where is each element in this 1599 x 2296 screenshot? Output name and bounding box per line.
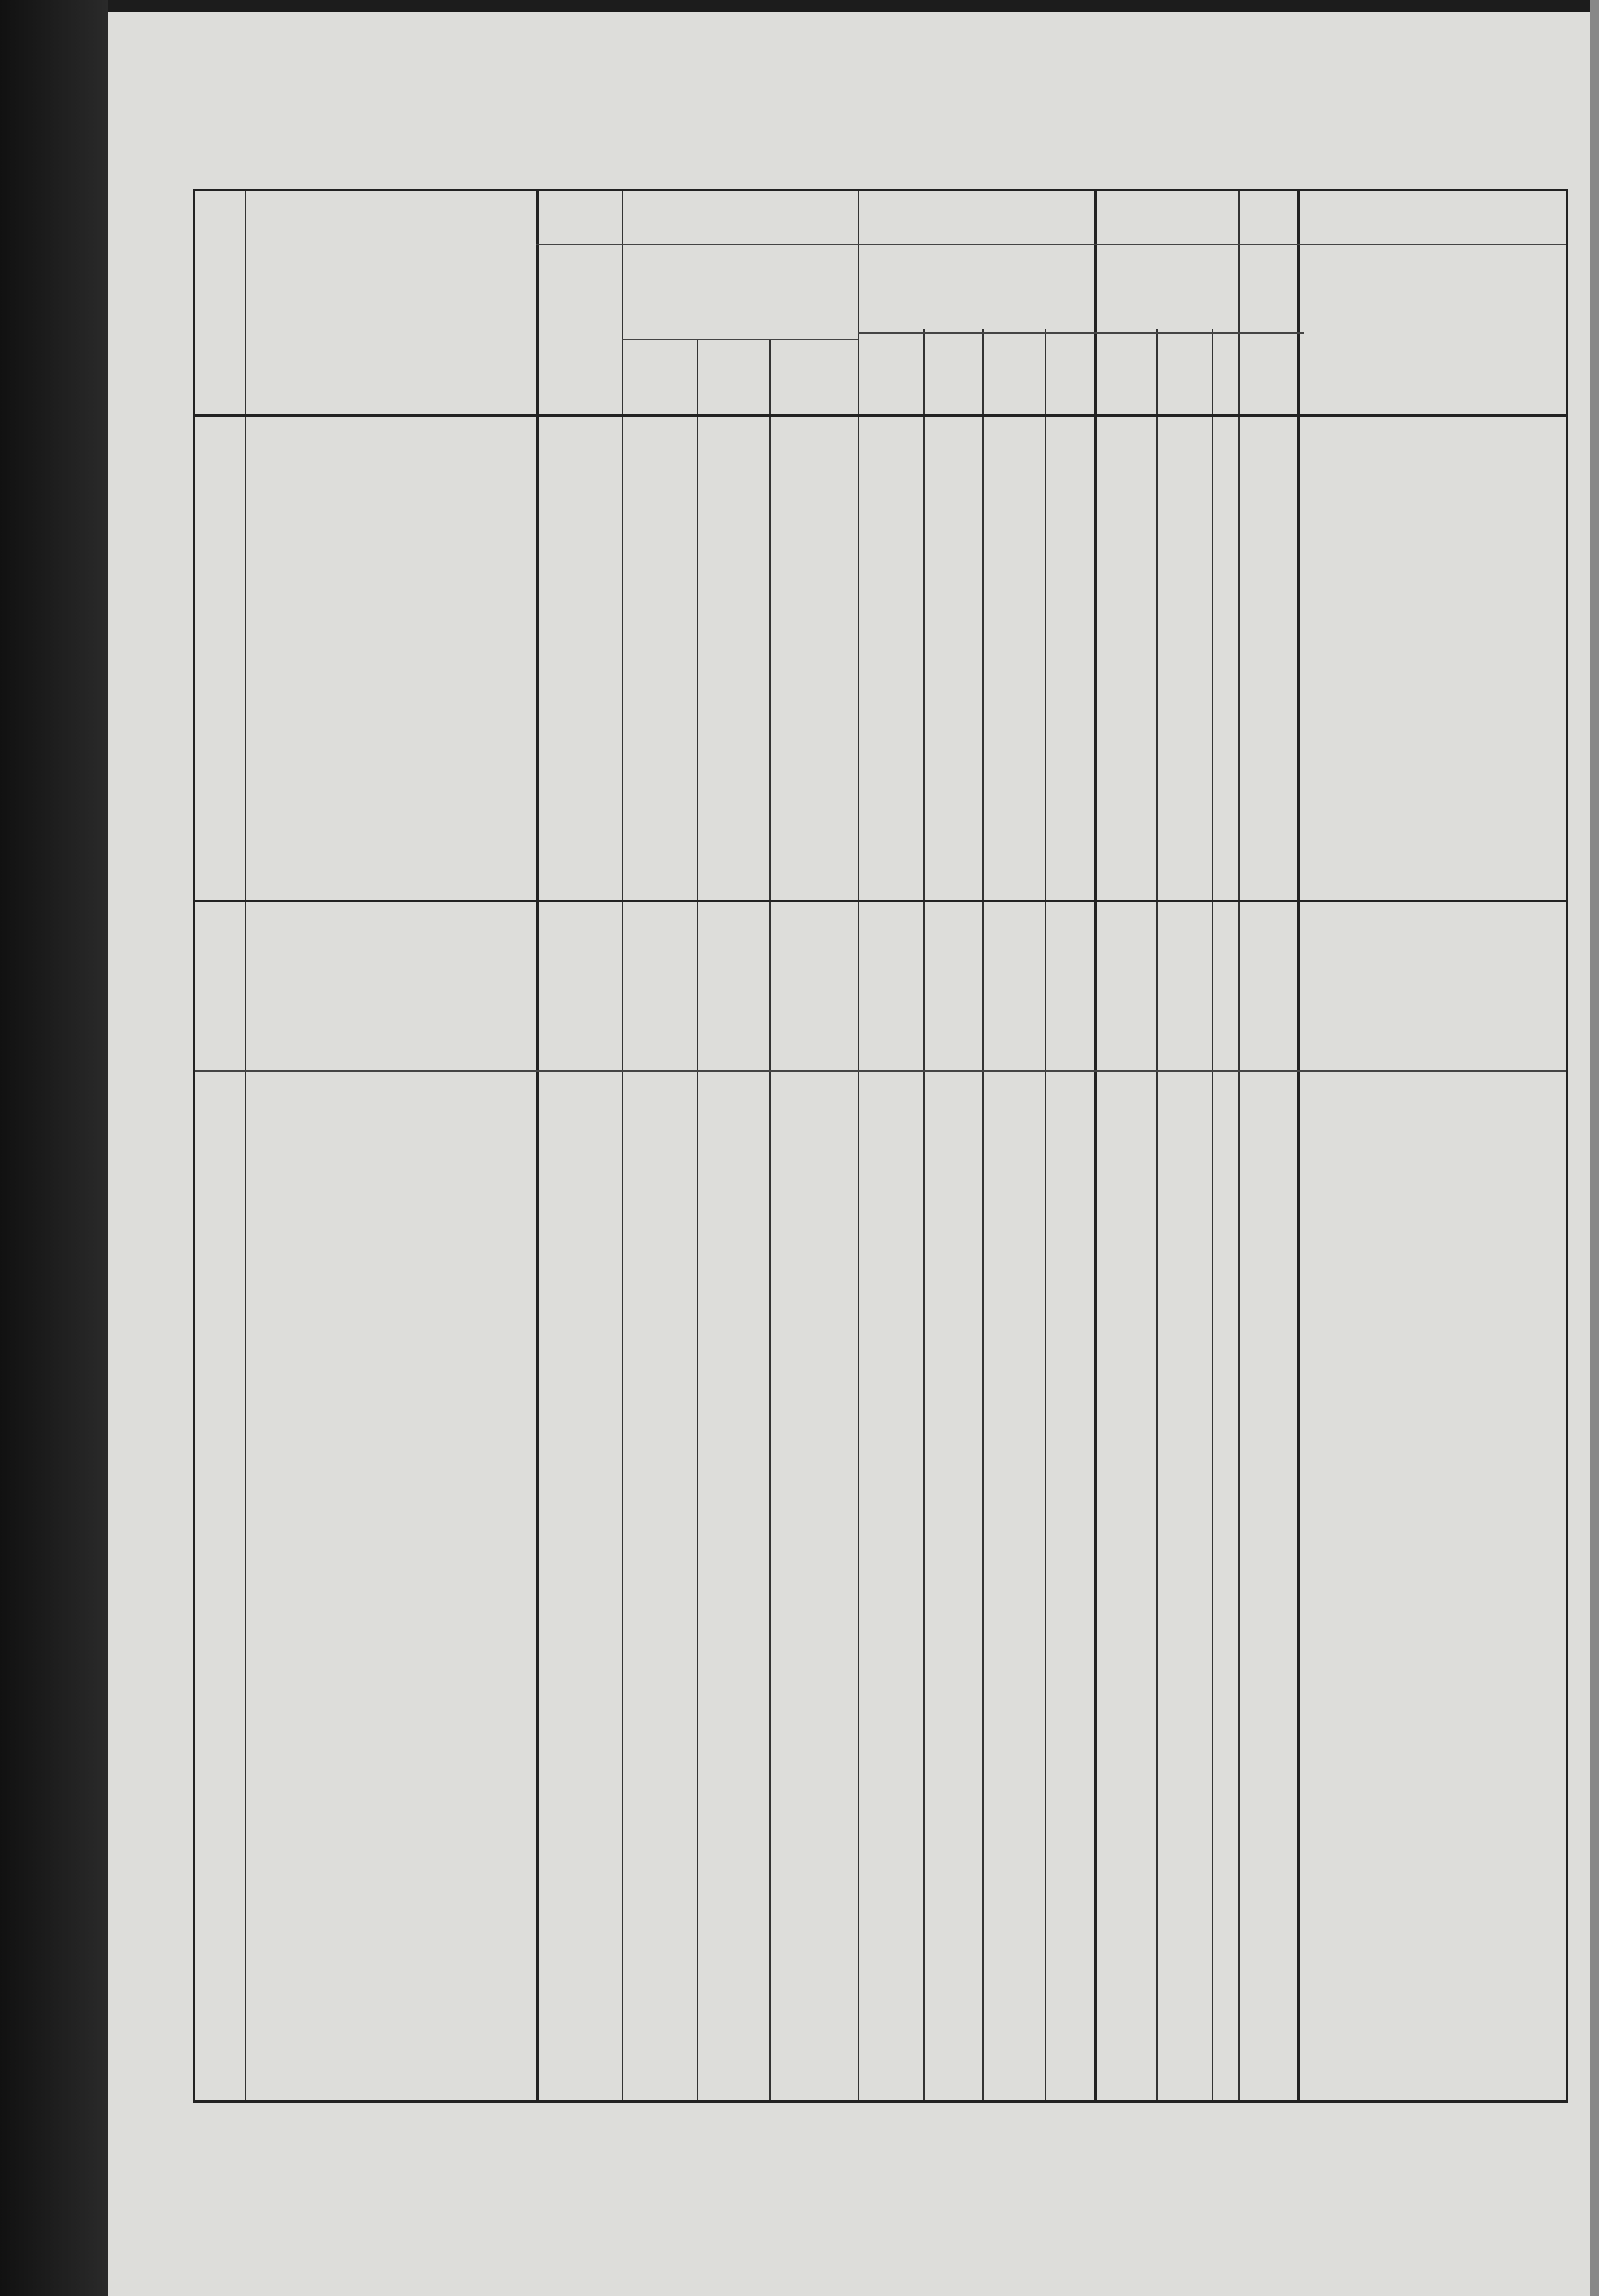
summe-is — [986, 828, 1045, 900]
summe-areal — [540, 828, 622, 900]
rule — [1094, 191, 1097, 2100]
rule — [1238, 191, 1240, 2100]
rule — [1297, 191, 1300, 2100]
summe-label — [248, 828, 536, 900]
scan-edge-right — [1590, 0, 1599, 2296]
rule — [1045, 329, 1046, 2100]
rule — [1156, 329, 1158, 2100]
summe-and — [1048, 828, 1094, 900]
rule — [982, 329, 984, 2100]
summe-h — [1242, 828, 1294, 900]
statistics-table — [193, 189, 1568, 2103]
header-rule — [622, 339, 858, 340]
header-bottom-rule — [195, 414, 1566, 417]
scan-edge-left — [0, 0, 108, 2296]
summe-w — [700, 828, 769, 900]
document-page — [108, 12, 1590, 2296]
gb3-rule — [195, 1070, 1566, 1072]
rule — [536, 191, 539, 2100]
rule — [622, 191, 623, 2100]
rule — [858, 191, 859, 2100]
rule — [769, 339, 771, 2100]
header-rule — [858, 332, 1304, 334]
summe-z — [773, 828, 858, 900]
summe-ev — [927, 828, 982, 900]
summe-kath — [861, 828, 923, 900]
handwritten-annotation — [466, 950, 1482, 1015]
rule — [697, 339, 698, 2100]
rule — [1212, 329, 1213, 2100]
summe-an2 — [1215, 828, 1238, 900]
rule — [245, 191, 246, 2100]
header-rule — [536, 244, 1566, 245]
rule — [923, 329, 925, 2100]
summe-bo — [1160, 828, 1212, 900]
summe-m — [625, 828, 697, 900]
summe-row — [195, 828, 1566, 902]
summe-de — [1097, 828, 1156, 900]
